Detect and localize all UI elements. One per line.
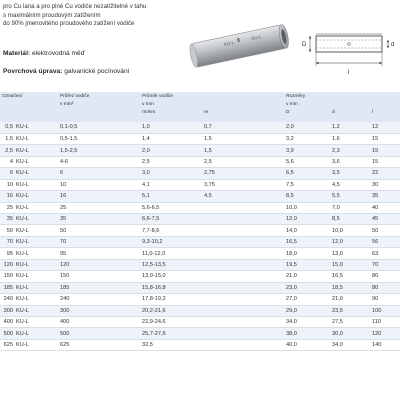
table-header-row [0,92,400,122]
header-prumer-title: Průměr vodiče [142,94,173,99]
cell-D: 21,0 [284,271,330,282]
cell-d: 8,5 [330,214,370,225]
cell-type: KU-L [14,133,58,144]
cell-l: 45 [370,214,400,225]
cell-re [202,339,284,350]
cell-d: 34,0 [330,339,370,350]
table-row [0,259,400,270]
header-d [330,92,370,122]
table-row [0,328,400,339]
cell-re: 3,75 [202,179,284,190]
cell-type: KU-L [14,248,58,259]
cell-prurez: 10 [58,179,140,190]
cell-type: KU-L [14,122,58,133]
cell-size: 95 [0,248,14,259]
cell-l: 35 [370,191,400,202]
cell-D: 3,2 [284,133,330,144]
cell-D: 16,5 [284,236,330,247]
cell-prumer: 11,0-12,0 [140,248,202,259]
cell-d: 5,5 [330,191,370,202]
cell-d: 10,0 [330,225,370,236]
header-rozmery-unit: v mm [286,102,298,107]
cell-l: 15 [370,145,400,156]
cell-l: 50 [370,225,400,236]
cell-size: 150 [0,271,14,282]
cell-D: 10,0 [284,202,330,213]
header-prumer-sub: rm/sm [142,110,156,115]
table-row [0,294,400,305]
cell-d: 1,2 [330,122,370,133]
cell-D: 40,0 [284,339,330,350]
cell-prurez: 0,5-1,5 [58,133,140,144]
cell-prumer: 1,0 [140,122,202,133]
cell-prurez: 4-6 [58,156,140,167]
cell-prumer: 1,4 [140,133,202,144]
cell-size: 300 [0,305,14,316]
cell-prumer: 15,8-16,8 [140,282,202,293]
header-prurez-title: Průřez vodiče [60,94,90,99]
cell-D: 18,0 [284,248,330,259]
cell-prumer: 7,7-8,6 [140,225,202,236]
cell-size: 500 [0,328,14,339]
cell-re [202,271,284,282]
table-row [0,225,400,236]
spec-table-body [0,122,400,351]
cell-l: 70 [370,259,400,270]
spec-table [0,92,400,351]
table-row [0,122,400,133]
intro-line: do 90% jmenovitého proudového zatížení vodiče [3,20,135,28]
cell-size: 1,5 [0,133,14,144]
cell-l: 120 [370,328,400,339]
table-row [0,179,400,190]
cell-l: 56 [370,236,400,247]
cell-d: 18,5 [330,282,370,293]
cell-type: KU-L [14,282,58,293]
header-oznaceni: Označení [0,92,58,122]
cell-re [202,225,284,236]
cell-prumer: 3,0 [140,168,202,179]
table-row [0,156,400,167]
cell-re [202,248,284,259]
header-d-label: d [332,110,335,115]
cell-D: 12,0 [284,214,330,225]
cell-l: 40 [370,202,400,213]
cell-re [202,328,284,339]
cell-type: KU-L [14,191,58,202]
cell-type: KU-L [14,179,58,190]
surface-line [3,67,129,76]
table-row [0,191,400,202]
cell-d: 23,5 [330,305,370,316]
cell-l: 90 [370,294,400,305]
cell-size: 6 [0,168,14,179]
header-D: D [286,110,290,115]
table-row [0,339,400,350]
cell-prurez: 500 [58,328,140,339]
cell-re [202,236,284,247]
cell-prumer: 13,9-15,0 [140,271,202,282]
header-re [202,92,284,122]
dimension-label-d: d [391,42,395,48]
cell-prurez: 0,1-0,5 [58,122,140,133]
cell-prumer: 17,8-19,2 [140,294,202,305]
cell-prurez: 120 [58,259,140,270]
cell-D: 3,9 [284,145,330,156]
cell-size: 10 [0,179,14,190]
cell-type: KU-L [14,168,58,179]
cell-l: 100 [370,305,400,316]
dimension-label-D: D [302,42,307,48]
cell-re: 0,7 [202,122,284,133]
cell-size: 50 [0,225,14,236]
table-row [0,145,400,156]
cell-type: KU-L [14,202,58,213]
cell-l: 110 [370,316,400,327]
cell-prumer: 2,0 [140,145,202,156]
cell-D: 14,0 [284,225,330,236]
cell-prumer: 5,1 [140,191,202,202]
cell-prumer: 2,5 [140,156,202,167]
cell-prurez: 6 [58,168,140,179]
cell-type: KU-L [14,214,58,225]
cell-d: 13,0 [330,248,370,259]
cell-re [202,316,284,327]
dimension-diagram [298,30,398,82]
table-row [0,236,400,247]
cell-prurez: 185 [58,282,140,293]
cell-re [202,202,284,213]
cell-re: 1,5 [202,145,284,156]
cell-prumer: 25,7-27,6 [140,328,202,339]
cell-re: 4,5 [202,191,284,202]
cell-size: 0,5 [0,122,14,133]
cell-re [202,282,284,293]
cell-d: 21,0 [330,294,370,305]
cell-d: 27,5 [330,316,370,327]
cell-D: 2,0 [284,122,330,133]
cell-prumer: 9,3-10,2 [140,236,202,247]
cell-prurez: 25 [58,202,140,213]
cell-re [202,305,284,316]
cell-size: 120 [0,259,14,270]
cell-prumer: 22,9-24,6 [140,316,202,327]
cell-size: 185 [0,282,14,293]
cell-re: 1,5 [202,133,284,144]
cell-type: KU-L [14,339,58,350]
cell-d: 2,3 [330,145,370,156]
material-value: elektrovodná měď [31,50,85,57]
table-row [0,133,400,144]
cell-size: 4 [0,156,14,167]
cell-D: 38,0 [284,328,330,339]
cell-D: 23,0 [284,282,330,293]
dimension-label-l: l [348,69,350,76]
product-marking: KU-L [251,34,263,42]
cell-D: 27,0 [284,294,330,305]
cell-prurez: 95 [58,248,140,259]
cell-prumer: 4,1 [140,179,202,190]
cell-l: 30 [370,179,400,190]
material-line [3,49,85,58]
cell-d: 7,0 [330,202,370,213]
cell-size: 240 [0,294,14,305]
table-row [0,305,400,316]
table-row [0,282,400,293]
cell-d: 4,5 [330,179,370,190]
cell-type: KU-L [14,145,58,156]
header-re-label: re [204,110,209,115]
header-prumer [140,92,202,122]
header-prumer-unit: v mm [142,102,154,107]
cell-l: 22 [370,168,400,179]
cell-type: KU-L [14,259,58,270]
cell-l: 140 [370,339,400,350]
cell-prumer: 32,5 [140,339,202,350]
header-rozmery-title: Rozměry [286,94,306,99]
cell-type: KU-L [14,225,58,236]
cell-re: 2,5 [202,156,284,167]
table-row [0,316,400,327]
cell-prurez: 1,5-2,5 [58,145,140,156]
cell-prumer: 6,6-7,5 [140,214,202,225]
cell-prumer: 20,2-21,6 [140,305,202,316]
header-rozmery [284,92,330,122]
table-row [0,214,400,225]
header-l [370,92,400,122]
cell-d: 3,5 [330,168,370,179]
cell-re [202,214,284,225]
cell-type: KU-L [14,316,58,327]
cell-size: 70 [0,236,14,247]
cell-D: 6,5 [284,168,330,179]
cell-type: KU-L [14,236,58,247]
cell-l: 63 [370,248,400,259]
cell-re [202,294,284,305]
cell-d: 16,5 [330,271,370,282]
cell-prurez: 625 [58,339,140,350]
cell-prumer: 12,5-13,5 [140,259,202,270]
cell-size: 400 [0,316,14,327]
surface-label: Povrchová úprava: [3,68,63,75]
cell-prumer: 5,6-6,5 [140,202,202,213]
cell-D: 34,0 [284,316,330,327]
cell-d: 15,0 [330,259,370,270]
cell-l: 12 [370,122,400,133]
product-image [183,22,295,72]
intro-text [3,3,181,29]
cell-type: KU-L [14,156,58,167]
product-marking: KU-L [223,39,235,47]
cell-d: 30,0 [330,328,370,339]
cell-type: KU-L [14,305,58,316]
cell-size: 625 [0,339,14,350]
cell-D: 7,5 [284,179,330,190]
material-label: Materiál: [3,50,31,57]
table-row [0,271,400,282]
cell-prurez: 16 [58,191,140,202]
cell-D: 19,5 [284,259,330,270]
header-l-label: l [372,110,374,115]
cell-prurez: 150 [58,271,140,282]
cell-l: 15 [370,156,400,167]
cell-size: 16 [0,191,14,202]
intro-line: s maximálním proudovým zatížením [3,11,101,19]
cell-d: 12,0 [330,236,370,247]
header-prurez [58,92,140,122]
table-row [0,202,400,213]
cell-size: 2,5 [0,145,14,156]
cell-D: 29,0 [284,305,330,316]
cell-re: 2,75 [202,168,284,179]
cell-re [202,259,284,270]
table-row [0,168,400,179]
cell-type: KU-L [14,328,58,339]
cell-D: 8,5 [284,191,330,202]
cell-d: 1,6 [330,133,370,144]
cell-l: 80 [370,282,400,293]
cell-prurez: 300 [58,305,140,316]
cell-prurez: 70 [58,236,140,247]
cell-prurez: 400 [58,316,140,327]
header-prurez-unit: v mm² [60,102,74,107]
cell-l: 15 [370,133,400,144]
cell-prurez: 50 [58,225,140,236]
surface-value: galvanické pocínování [64,68,130,75]
intro-line: pro Cu lana a pro plné Cu vodiče nezatížitelné v tahu [3,3,147,10]
cell-l: 80 [370,271,400,282]
table-row [0,248,400,259]
cell-type: KU-L [14,294,58,305]
cell-D: 5,6 [284,156,330,167]
cell-d: 3,6 [330,156,370,167]
cell-prurez: 240 [58,294,140,305]
cell-size: 25 [0,202,14,213]
cell-type: KU-L [14,271,58,282]
cell-prurez: 35 [58,214,140,225]
cell-size: 35 [0,214,14,225]
